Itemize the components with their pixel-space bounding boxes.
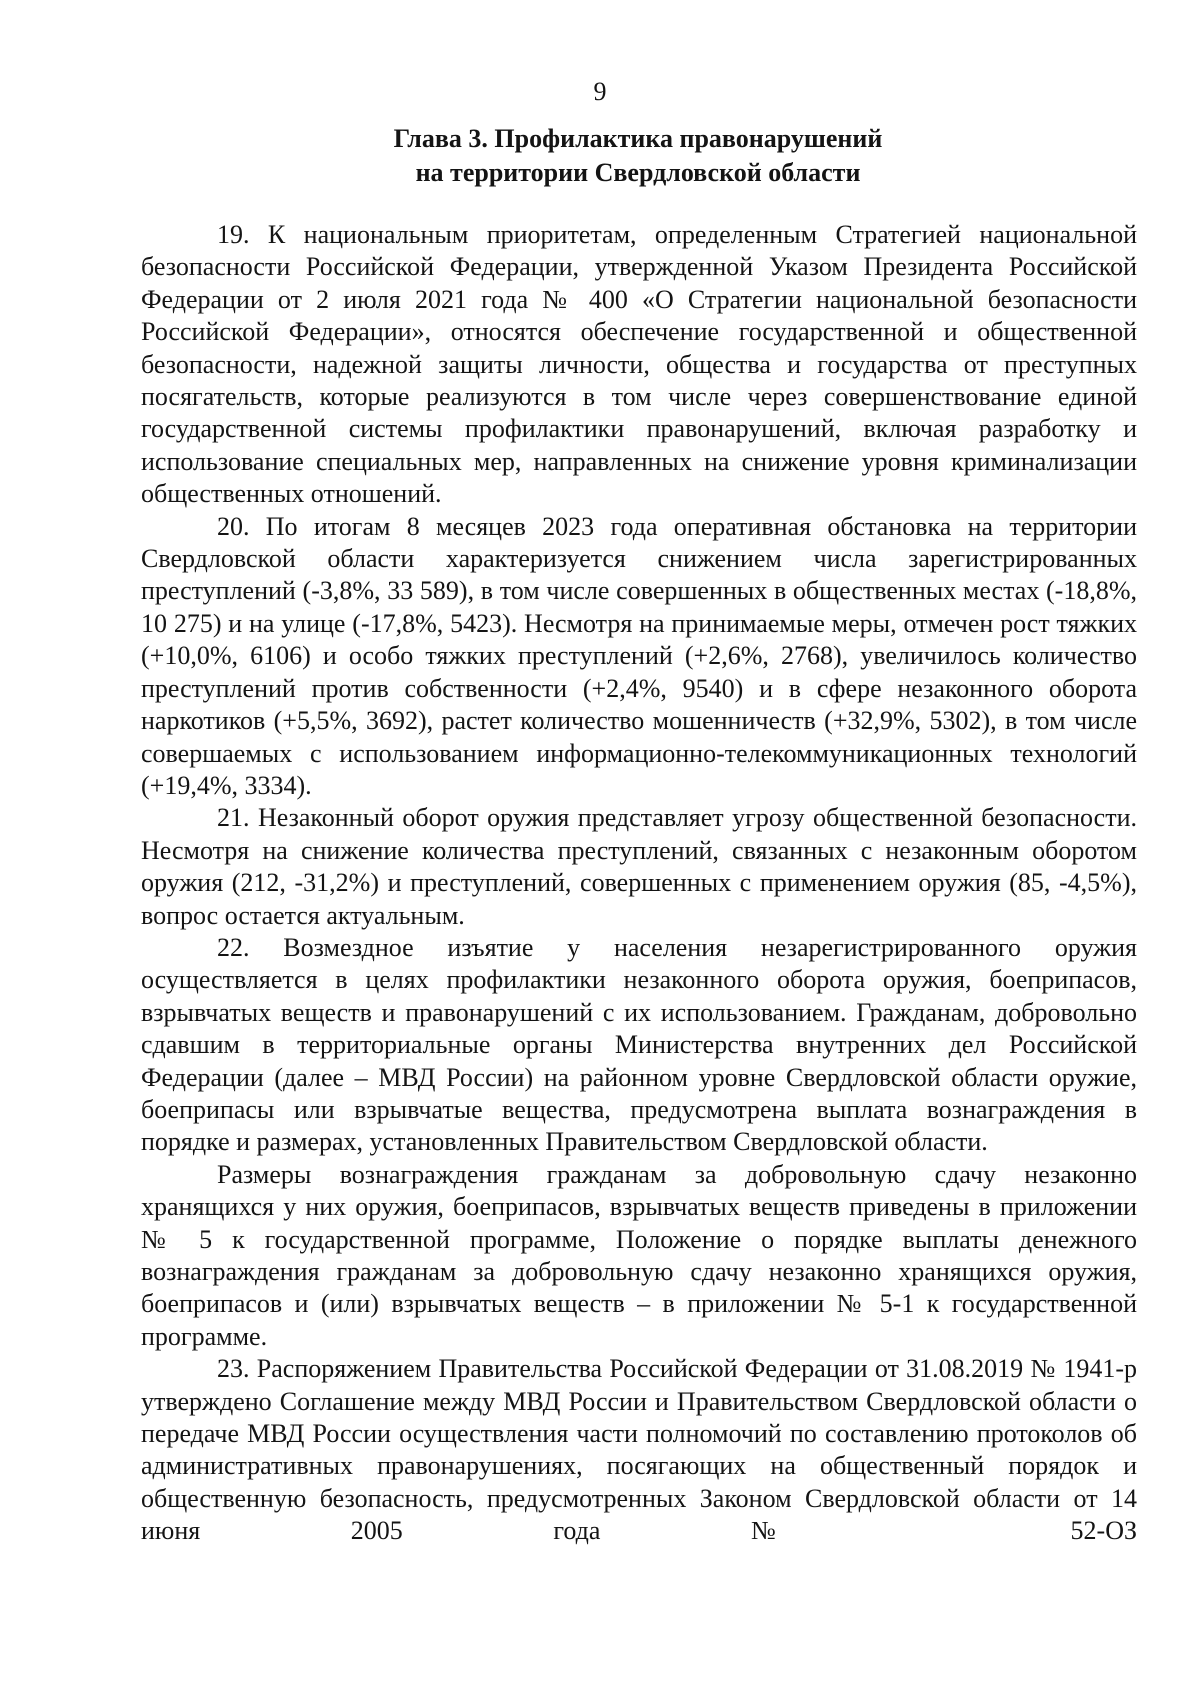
page-number: 9	[593, 77, 607, 106]
body-text	[141, 219, 1137, 1548]
paragraph-22: 22. Возмездное изъятие у населения незарегистрированного оружия осуществляется в целях профилактики незаконного оборота оружия, боеприпасов, взрывчатых веществ и правонарушений с их использованием. Гражданам, добровольно сдавшим в территориальные органы Министерства внутренних дел Российской Федерации (далее – МВД России) на районном уровне Свердловской области оружие, боеприпасы или взрывчатые вещества, предусмотрена выплата вознаграждения в порядке и размерах, установленных Правительством Свердловской области.	[141, 932, 1137, 1157]
paragraph-20: 20. По итогам 8 месяцев 2023 года оперативная обстановка на территории Свердловской области характеризуется снижением числа зарегистрированных преступлений (-3,8%, 33 589), в том числе совершенных в общественных местах (-18,8%, 10 275) и на улице (-17,8%, 5423). Несмотря на принимаемые меры, отмечен рост тяжких (+10,0%, 6106) и особо тяжких преступлений (+2,6%, 2768), увеличилось количество преступлений против собственности (+2,4%, 9540) и в сфере незаконного оборота наркотиков (+5,5%, 3692), растет количество мошенничеств (+32,9%, 5302), в том числе совершаемых с использованием информационно-телекоммуникационных технологий (+19,4%, 3334).	[141, 511, 1137, 800]
chapter-heading-line-1: Глава 3. Профилактика правонарушений	[393, 124, 883, 153]
paragraph-21: 21. Незаконный оборот оружия представляет угрозу общественной безопасности. Несмотря на снижение количества преступлений, связанных с незаконным оборотом оружия (212, -31,2%) и преступлений, совершенных с применением оружия (85, -4,5%), вопрос остается актуальным.	[141, 803, 1137, 930]
paragraph-reward-sizes: Размеры вознаграждения гражданам за добровольную сдачу незаконно хранящихся у них оружия, боеприпасов, взрывчатых веществ приведены в приложении № 5 к государственной программе, Положение о порядке выплаты денежного вознаграждения гражданам за добровольную сдачу незаконно хранящихся оружия, боеприпасов и (или) взрывчатых веществ – в приложении № 5-1 к государственной программе.	[141, 1159, 1137, 1351]
chapter-heading	[140, 122, 1136, 190]
chapter-heading-line-2: на территории Свердловской области	[415, 158, 861, 187]
paragraph-19: 19. К национальным приоритетам, определенным Стратегией национальной безопасности Российской Федерации, утвержденной Указом Президента Российской Федерации от 2 июля 2021 года № 400 «О Стратегии национальной безопасности Российской Федерации», относятся обеспечение государственной и общественной безопасности, надежной защиты личности, общества и государства от преступных посягательств, которые реализуются в том числе через совершенствование единой государственной системы профилактики правонарушений, включая разработку и использование специальных мер, направленных на снижение уровня криминализации общественных отношений.	[141, 220, 1137, 509]
paragraph-23: 23. Распоряжением Правительства Российской Федерации от 31.08.2019 № 1941-р утверждено Соглашение между МВД России и Правительством Свердловской области о передаче МВД России осуществления части полномочий по составлению протоколов об административных правонарушениях, посягающих на общественный порядок и общественную безопасность, предусмотренных Законом Свердловской области от 14 июня 2005 года № 52-ОЗ	[141, 1354, 1137, 1546]
